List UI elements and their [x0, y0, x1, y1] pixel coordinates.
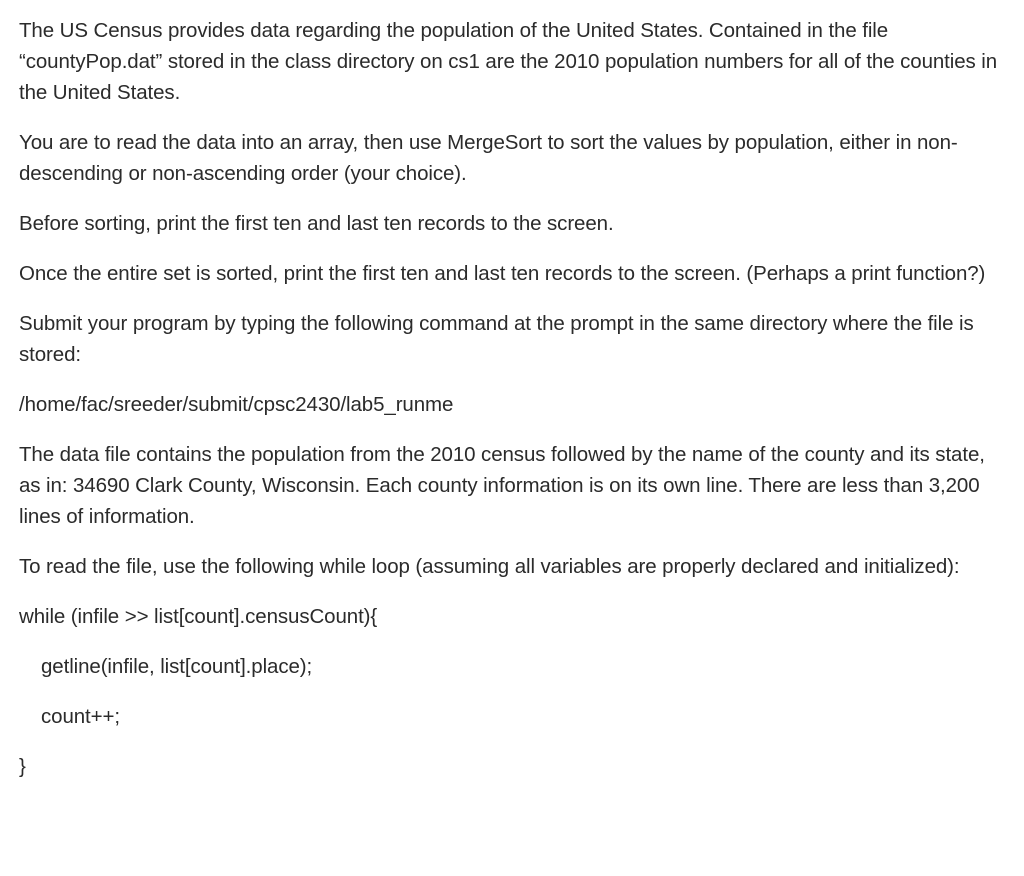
assignment-document: [19, 15, 1009, 782]
code-snippet: [19, 601, 1009, 782]
code-while-line: while (infile >> list[count].censusCount){: [19, 605, 378, 628]
submit-paragraph: Submit your program by typing the following command at the prompt in the same directory where the file is stored:: [19, 312, 974, 366]
task-paragraph: You are to read the data into an array, then use MergeSort to sort the values by population, either in non-descending or non-ascending order (your choice).: [19, 131, 958, 185]
code-closing-brace: }: [19, 755, 26, 778]
submit-command-path: /home/fac/sreeder/submit/cpsc2430/lab5_runme: [19, 393, 454, 416]
read-file-paragraph: To read the file, use the following while loop (assuming all variables are properly declared and initialized):: [19, 555, 960, 578]
before-sorting-paragraph: Before sorting, print the first ten and last ten records to the screen.: [19, 212, 614, 235]
code-getline-line: getline(infile, list[count].place);: [41, 655, 313, 678]
data-file-paragraph: The data file contains the population from the 2010 census followed by the name of the county and its state, as in: 34690 Clark County, Wisconsin. Each county information is on its own line. There are less than 3,200 lines of information.: [19, 443, 985, 528]
intro-paragraph: The US Census provides data regarding the population of the United States. Contained in the file “countyPop.dat” stored in the class directory on cs1 are the 2010 population numbers for all of the counties in the United States.: [19, 19, 998, 104]
after-sorting-paragraph: Once the entire set is sorted, print the first ten and last ten records to the screen. (Perhaps a print function?): [19, 262, 986, 285]
code-count-line: count++;: [41, 705, 120, 728]
